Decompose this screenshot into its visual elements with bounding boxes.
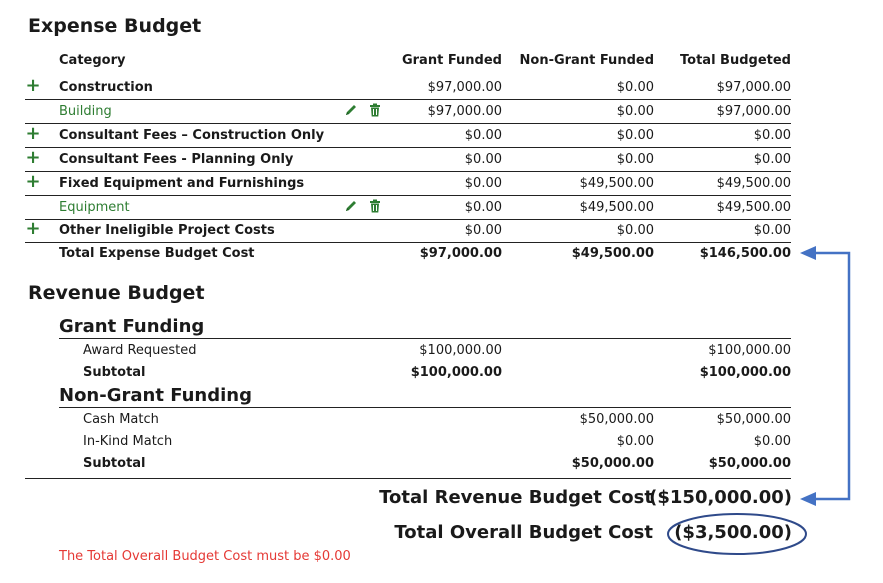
row-label: Award Requested <box>83 343 197 358</box>
revenue-budget-title: Revenue Budget <box>28 282 205 304</box>
nongrant-value: $0.00 <box>616 223 654 238</box>
nongrant-value: $49,500.00 <box>571 246 654 261</box>
nongrant-value: $0.00 <box>616 80 654 95</box>
col-header-grant-funded: Grant Funded <box>401 53 502 68</box>
total-value: $49,500.00 <box>716 176 791 191</box>
total-value: $100,000.00 <box>699 365 791 380</box>
grant-value: $97,000.00 <box>427 80 502 95</box>
total-value: $146,500.00 <box>699 246 791 261</box>
row-label: Other Ineligible Project Costs <box>59 223 275 238</box>
expand-plus-icon[interactable]: + <box>25 123 41 144</box>
grant-value: $0.00 <box>464 128 502 143</box>
row-label: Fixed Equipment and Furnishings <box>59 176 305 191</box>
grant-value: $0.00 <box>464 223 502 238</box>
grant-value: $97,000.00 <box>427 104 502 119</box>
total-value: $97,000.00 <box>716 104 791 119</box>
grant-value: $0.00 <box>464 200 502 215</box>
nongrant-value: $50,000.00 <box>579 412 654 427</box>
grant-value: $0.00 <box>464 176 502 191</box>
nongrant-value: $49,500.00 <box>579 200 654 215</box>
row-label: Consultant Fees – Construction Only <box>59 128 325 143</box>
expense-budget-title: Expense Budget <box>28 15 202 37</box>
total-value: $50,000.00 <box>716 412 791 427</box>
row-label[interactable]: Equipment <box>59 200 130 215</box>
col-header-category: Category <box>59 53 126 68</box>
expand-plus-icon[interactable]: + <box>25 171 41 192</box>
total-value: $0.00 <box>753 434 791 449</box>
total-value: $97,000.00 <box>716 80 791 95</box>
total-value: $0.00 <box>753 152 791 167</box>
total-value: $49,500.00 <box>716 200 791 215</box>
total-value: $50,000.00 <box>708 456 791 471</box>
row-label: Subtotal <box>83 365 146 380</box>
total-value: $0.00 <box>753 128 791 143</box>
total-revenue-value: ($150,000.00) <box>649 487 792 508</box>
nongrant-value: $0.00 <box>616 128 654 143</box>
nongrant-value: $50,000.00 <box>571 456 654 471</box>
nongrant-value: $0.00 <box>616 104 654 119</box>
nongrant-value: $0.00 <box>616 152 654 167</box>
grant-funding-title: Grant Funding <box>59 316 205 337</box>
total-overall-label: Total Overall Budget Cost <box>394 522 653 543</box>
row-label: Construction <box>59 80 153 95</box>
annotation-arrow-connector <box>800 246 849 506</box>
col-header-total-budgeted: Total Budgeted <box>680 53 791 68</box>
highlight-ellipse <box>668 514 806 554</box>
grant-value: $100,000.00 <box>410 365 502 380</box>
grant-value: $100,000.00 <box>419 343 502 358</box>
grant-value: $97,000.00 <box>419 246 502 261</box>
expand-plus-icon[interactable]: + <box>25 75 41 96</box>
total-overall-value: ($3,500.00) <box>674 522 792 543</box>
total-value: $100,000.00 <box>708 343 791 358</box>
row-label: Total Expense Budget Cost <box>59 246 255 261</box>
row-label: Cash Match <box>83 412 159 427</box>
validation-error-message: The Total Overall Budget Cost must be $0.00 <box>59 549 351 564</box>
non-grant-funding-title: Non-Grant Funding <box>59 385 252 406</box>
row-label: Consultant Fees - Planning Only <box>59 152 294 167</box>
expand-plus-icon[interactable]: + <box>25 147 41 168</box>
grant-value: $0.00 <box>464 152 502 167</box>
row-label[interactable]: Building <box>59 104 112 119</box>
col-header-non-grant-funded: Non-Grant Funded <box>519 53 654 68</box>
expand-plus-icon[interactable]: + <box>25 218 41 239</box>
total-revenue-label: Total Revenue Budget Cost <box>379 487 653 508</box>
row-label: In-Kind Match <box>83 434 173 449</box>
nongrant-value: $0.00 <box>616 434 654 449</box>
total-value: $0.00 <box>753 223 791 238</box>
row-label: Subtotal <box>83 456 146 471</box>
nongrant-value: $49,500.00 <box>579 176 654 191</box>
